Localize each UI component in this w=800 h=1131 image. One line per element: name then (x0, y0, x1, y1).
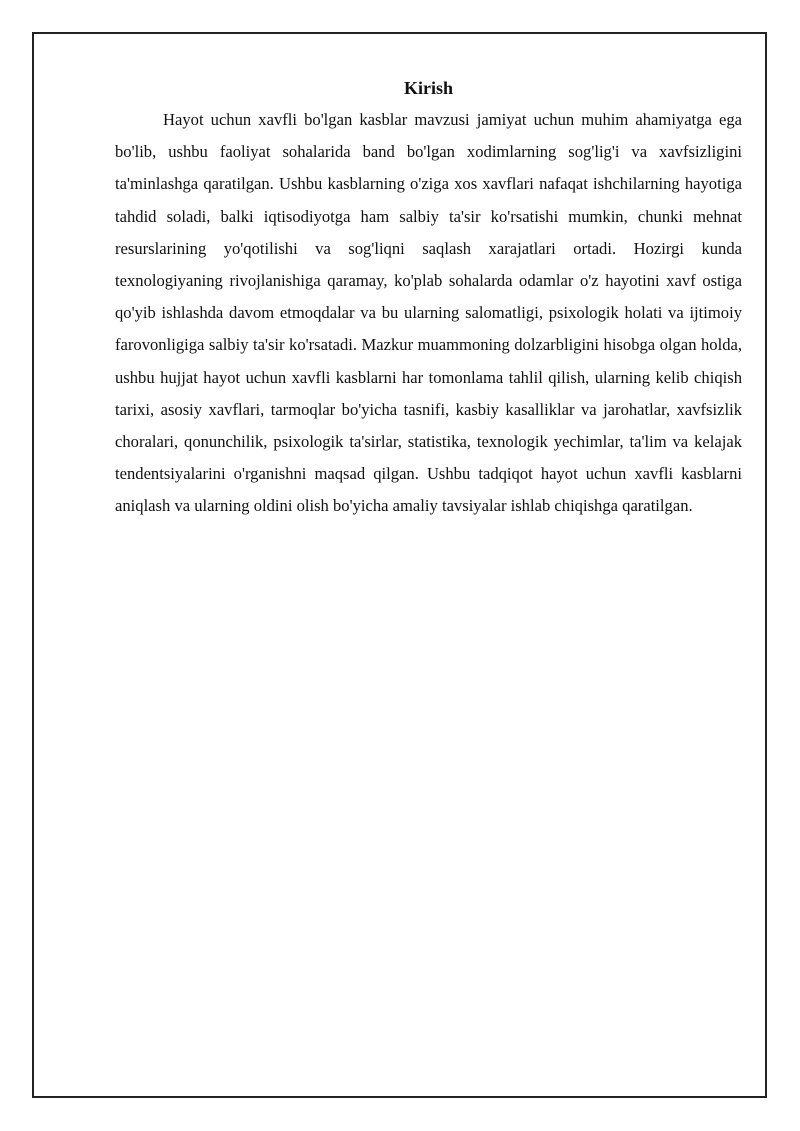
section-heading: Kirish (403, 78, 453, 98)
document-body (115, 76, 742, 523)
introduction-paragraph: Hayot uchun xavfli bo'lgan kasblar mavzusi jamiyat uchun muhim ahamiyatga ega bo'lib, ushbu faoliyat sohalarida band bo'lgan xodimlarning sog'lig'i va xavfsizligini ta'minlashga qaratilgan. Ushbu kasblarning o'ziga xos xavflari nafaqat ishchilarning hayotiga tahdid soladi, balki iqtisodiyotga ham salbiy ta'sir ko'rsatishi mumkin, chunki mehnat resurslarining yo'qotilishi va sog'liqni saqlash xarajatlari ortadi. Hozirgi kunda texnologiyaning rivojlanishiga qaramay, ko'plab sohalarda odamlar o'z hayotini xavf ostiga qo'yib ishlashda davom etmoqdalar va bu ularning salomatligi, psixologik holati va ijtimoiy farovonligiga salbiy ta'sir ko'rsatadi. Mazkur muammoning dolzarbligini hisobga olgan holda, ushbu hujjat hayot uchun xavfli kasblarni har tomonlama tahlil qilish, ularning kelib chiqish tarixi, asosiy xavflari, tarmoqlar bo'yicha tasnifi, kasbiy kasalliklar va jarohatlar, xavfsizlik choralari, qonunchilik, psixologik ta'sirlar, statistika, texnologik yechimlar, ta'lim va kelajak tendentsiyalarini o'rganishni maqsad qilgan. Ushbu tadqiqot hayot uchun xavfli kasblarni aniqlash va ularning oldini olish bo'yicha amaliy tavsiyalar ishlab chiqishga qaratilgan. (115, 110, 742, 516)
